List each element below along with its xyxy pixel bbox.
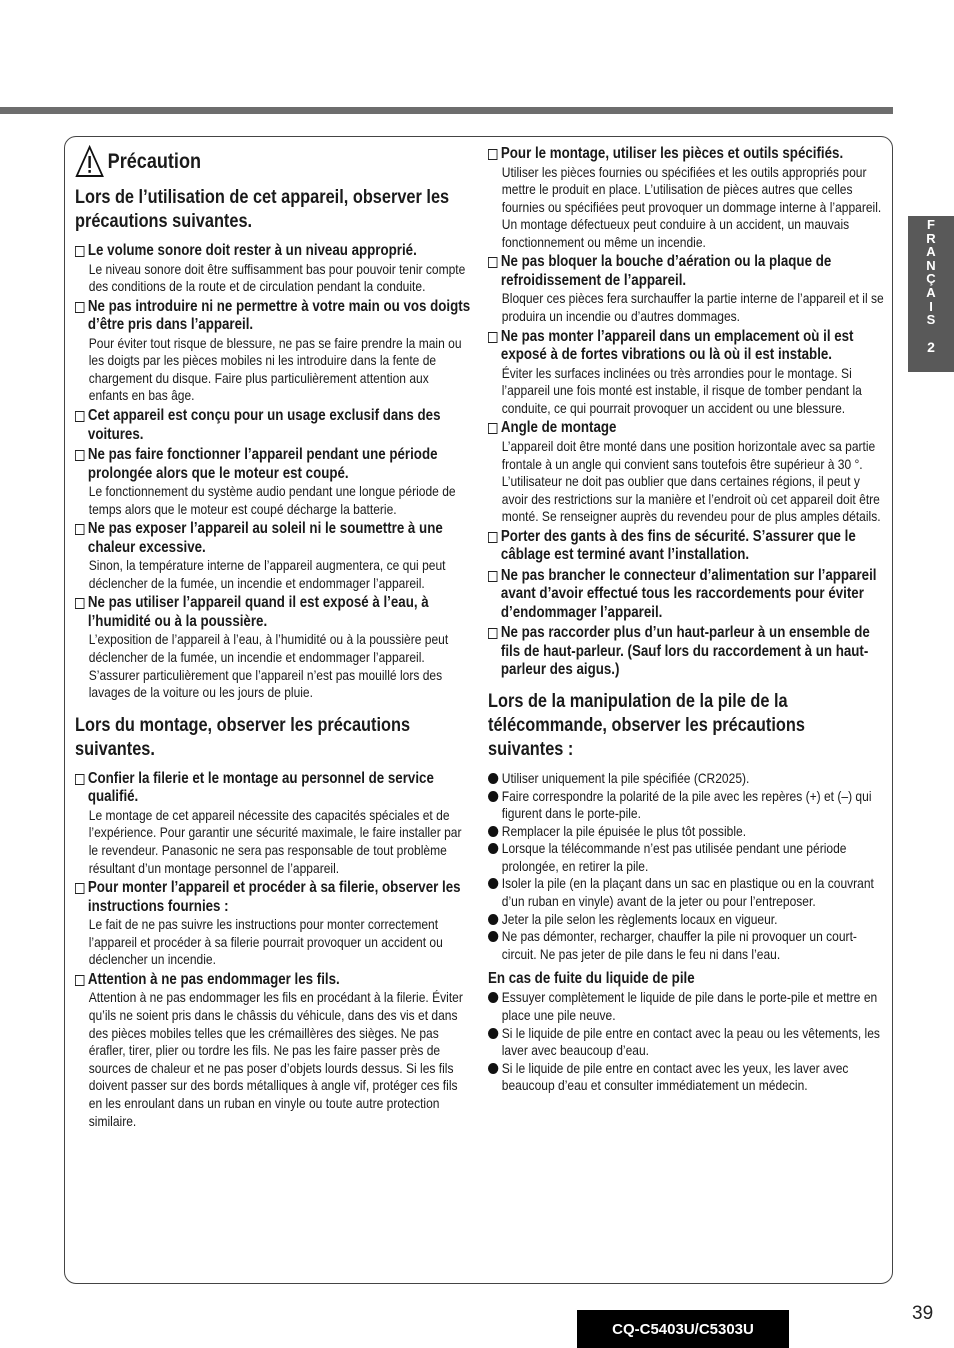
checkbox-square-icon xyxy=(75,883,84,894)
language-tab xyxy=(908,216,954,372)
language-tab-letter: A xyxy=(926,244,936,260)
item-heading xyxy=(75,971,471,990)
mounting-item xyxy=(75,770,471,877)
item-body xyxy=(75,557,471,592)
bullet-text: Ne pas démonter, recharger, chauffer la pile ni provoquer un court-circuit. Ne pas jeter de pile dans le feu ni dans l’eau. xyxy=(501,928,857,962)
item-body xyxy=(75,916,471,969)
checkbox-square-icon xyxy=(488,423,497,434)
checkbox-square-icon xyxy=(75,598,84,609)
language-tab-letter: A xyxy=(926,284,936,300)
item-heading xyxy=(75,446,471,483)
usage-item xyxy=(75,594,471,701)
model-label: CQ-C5403U/C5303U xyxy=(577,1310,789,1348)
item-heading-text: Angle de montage xyxy=(500,419,617,437)
usage-item xyxy=(75,520,471,592)
bullet-item xyxy=(488,770,884,788)
item-body-text: Le fonctionnement du système audio pendant une longue période de temps alors que le moteur est coupé décharge la batterie. xyxy=(88,483,456,517)
item-heading xyxy=(75,520,471,557)
item-heading-text: Porter des gants à des fins de sécurité. S’assurer que le câblage est terminé avant l’installation. xyxy=(500,527,856,564)
language-tab-letter: R xyxy=(926,230,936,246)
bullet-item xyxy=(488,788,884,823)
item-body-text: Pour éviter tout risque de blessure, ne pas se faire prendre la main ou les doigts par les pièces mobiles ni les introduire dans la fente de chargement du disque. Faire plus particulièrement attention aux enfants en bas âge. xyxy=(88,334,462,404)
item-heading-text: Attention à ne pas endommager les fils. xyxy=(87,970,340,988)
item-heading-text: Confier la filerie et le montage au personnel de service qualifié. xyxy=(87,769,434,806)
item-body xyxy=(75,483,471,518)
right-column xyxy=(488,145,884,1095)
checkbox-square-icon xyxy=(75,450,84,461)
mounting-item xyxy=(488,253,884,325)
item-heading xyxy=(75,407,471,444)
checkbox-square-icon xyxy=(75,411,84,422)
bullet-item xyxy=(488,875,884,910)
item-body-text: L’appareil doit être monté dans une position horizontale avec sa partie frontale à un angle qui convient sans toutefois être supérieur à 30 °. xyxy=(501,437,876,472)
usage-item xyxy=(75,242,471,296)
item-body xyxy=(75,631,471,701)
mounting-item xyxy=(75,971,471,1130)
language-tab-letter: S xyxy=(926,312,936,328)
item-heading xyxy=(488,253,884,290)
left-column xyxy=(75,144,471,1132)
bullet-item xyxy=(488,823,884,841)
top-rule xyxy=(0,107,893,114)
bullet-icon xyxy=(488,773,498,784)
item-body xyxy=(75,807,471,877)
item-heading-text: Pour le montage, utiliser les pièces et outils spécifiés. xyxy=(500,145,844,162)
item-heading xyxy=(488,624,884,680)
checkbox-square-icon xyxy=(488,149,497,160)
item-heading xyxy=(488,145,884,164)
item-body xyxy=(488,164,884,252)
mounting-item xyxy=(488,328,884,418)
item-heading-text: Ne pas monter l’appareil dans un emplacement où il est exposé à de fortes vibrations ou là où il est instable. xyxy=(500,327,854,364)
item-body xyxy=(488,365,884,418)
item-heading-text: Ne pas exposer l’appareil au soleil ni le soumettre à une chaleur excessive. xyxy=(87,520,443,556)
leak-list xyxy=(488,989,884,1095)
bullet-text: Jeter la pile selon les règlements locaux en vigueur. xyxy=(501,910,778,927)
page-title xyxy=(75,144,416,180)
item-heading xyxy=(488,328,884,365)
page-number: 39 xyxy=(912,1303,934,1324)
item-body-text: Le montage de cet appareil nécessite des capacités spéciales et de l’expérience. Pour garantir une sécurité maximale, le faire installer par le revendeur. Panasonic ne sera pas responsable de tout problème résultant d’un montage personnel de l’appareil. xyxy=(88,806,462,876)
item-body-text: L’utilisateur ne doit pas oublier que dans certaines régions, il peut y avoir des restrictions sur la manière et l’endroit où cet appareil doit être monté. Se renseigner auprès du revendeu pour de plus amples détails. xyxy=(501,473,881,525)
page-title-text: Précaution xyxy=(107,150,202,173)
bullet-text: Essuyer complètement le liquide de pile dans le porte-pile et mettre en place une pile neuve. xyxy=(501,989,878,1024)
bullet-item xyxy=(488,1025,884,1060)
bullet-icon xyxy=(488,1028,498,1039)
checkbox-square-icon xyxy=(75,774,84,785)
warning-icon xyxy=(75,145,104,179)
language-tab-letter: F xyxy=(927,217,935,232)
bullet-text: Faire correspondre la polarité de la pile avec les repères (+) et (–) qui figurent dans le porte-pile. xyxy=(501,787,872,822)
mounting-item xyxy=(488,528,884,565)
section-title-battery: Lors de la manipulation de la pile de la télécommande, observer les précautions suivantes : xyxy=(488,690,805,760)
item-heading xyxy=(75,879,471,916)
bullet-icon xyxy=(488,878,498,889)
item-heading-text: Ne pas brancher le connecteur d’alimentation sur l’appareil avant d’avoir effectué tous les raccordements pour éviter d’endommager l’appareil. xyxy=(500,566,877,621)
item-heading xyxy=(75,242,471,261)
bullet-item xyxy=(488,1060,884,1095)
item-heading-text: Ne pas utiliser l’appareil quand il est exposé à l’eau, à l’humidité ou à la poussière. xyxy=(87,594,429,630)
checkbox-square-icon xyxy=(75,302,84,313)
bullet-icon xyxy=(488,843,498,854)
bullet-icon xyxy=(488,1063,498,1074)
item-heading xyxy=(75,770,471,807)
item-heading-text: Cet appareil est conçu pour un usage exclusif dans des voitures. xyxy=(87,407,441,443)
checkbox-square-icon xyxy=(488,628,497,639)
bullet-icon xyxy=(488,791,498,802)
leak-title: En cas de fuite du liquide de pile xyxy=(488,970,695,988)
item-body-text: Le niveau sonore doit être suffisamment bas pour pouvoir tenir compte des conditions de la route et de circulation pendant la conduite. xyxy=(88,260,466,295)
mounting-item xyxy=(488,419,884,525)
language-tab-letter: N xyxy=(926,257,936,273)
bullet-item xyxy=(488,928,884,963)
bullet-text: Isoler la pile (en la plaçant dans un sac en plastique ou en la couvrant d’un ruban en vinyle) avant de la jeter ou pour l’entreposer. xyxy=(501,875,874,910)
usage-item xyxy=(75,298,471,405)
bullet-icon xyxy=(488,931,498,942)
item-body xyxy=(75,335,471,405)
item-heading-text: Ne pas raccorder plus d’un haut-parleur à un ensemble de fils de haut-parleur. (Sauf lors du raccordement à un haut-parleur des aigus.) xyxy=(500,624,870,679)
item-body-text: Éviter les surfaces inclinées ou très arrondies pour le montage. Si l’appareil une fois monté est instable, il risque de tomber pendant la conduite, ce qui pourrait provoquer un accident ou une blessure. xyxy=(501,364,862,416)
item-heading-text: Ne pas introduire ni ne permettre à votre main ou vos doigts d’être pris dans l’appareil. xyxy=(87,297,471,334)
item-heading-text: Le volume sonore doit rester à un niveau approprié. xyxy=(87,242,417,259)
item-body-text: Sinon, la température interne de l’appareil augmentera, ce qui peut déclencher de la fumée, un incendie et endommager l’appareil. xyxy=(88,557,446,591)
item-body-text: Bloquer ces pièces fera surchauffer la partie interne de l’appareil et il se produira un incendie ou d’autres dommages. xyxy=(501,290,884,325)
item-body xyxy=(75,261,471,296)
section-title-mounting: Lors du montage, observer les précautions suivantes. xyxy=(75,714,411,760)
item-body-text: Attention à ne pas endommager les fils en procédant à la filerie. Éviter qu’ils ne soient pris dans le châssis du véhicule, dans des vis et dans des pièces mobiles telles que les crémaillères des sièges. Ne pas érafler, tirer, plier ou tordre les fils. Ne pas les faire passer près de sources de chaleur et ne pas poser d’objets lourds dessus. Si les fils doivent passer sur des bords métalliques à angle vif, protéger ces fils en les enroulant dans un ruban en vinyle ou toute autre protection similaire. xyxy=(88,989,463,1129)
bullet-item xyxy=(488,840,884,875)
usage-item xyxy=(75,446,471,518)
item-body xyxy=(488,290,884,325)
checkbox-square-icon xyxy=(75,246,84,257)
item-heading xyxy=(75,594,471,631)
item-heading-text: Ne pas bloquer la bouche d’aération ou la plaque de refroidissement de l’appareil. xyxy=(500,253,832,289)
checkbox-square-icon xyxy=(488,332,497,343)
language-tab-number: 2 xyxy=(927,338,935,355)
checkbox-square-icon xyxy=(75,524,84,535)
item-heading xyxy=(488,419,884,438)
mounting-item xyxy=(488,624,884,680)
bullet-text: Si le liquide de pile entre en contact avec la peau ou les vêtements, les laver avec beaucoup d’eau. xyxy=(501,1024,880,1059)
checkbox-square-icon xyxy=(488,532,497,543)
bullet-text: Utiliser uniquement la pile spécifiée (CR2025). xyxy=(501,769,750,786)
item-heading-text: Pour monter l’appareil et procéder à sa filerie, observer les instructions fournies : xyxy=(87,879,461,915)
mounting-item xyxy=(75,879,471,969)
language-tab-letter: I xyxy=(929,298,933,314)
item-body xyxy=(75,989,471,1130)
item-heading xyxy=(75,298,471,335)
bullet-icon xyxy=(488,826,498,837)
bullet-item xyxy=(488,911,884,929)
section-title-usage: Lors de l’utilisation de cet appareil, observer les précautions suivantes. xyxy=(75,187,450,232)
item-body-text: Le fait de ne pas suivre les instructions pour monter correctement l’appareil et procéder à sa filerie pourrait provoquer un accident ou déclencher un incendie. xyxy=(88,916,443,968)
item-body-text: Utiliser les pièces fournies ou spécifiées et les outils appropriés pour mettre le produit en place. L’utilisation de pièces autres que celles fournies ou spécifiées peut provoquer un dommage interne à l’appareil. Un montage défectueux peut conduire à un accident, un mauvais fonctionnement ou même un incendie. xyxy=(501,163,882,250)
checkbox-square-icon xyxy=(75,975,84,986)
item-body-text: L’exposition de l’appareil à l’eau, à l’humidité ou à la poussière peut déclencher de la fumée, un incendie et endommager l’appareil. S’assurer particulièrement que l’appareil n’est pas mouillé lors des lavages de la voiture ou les jours de pluie. xyxy=(88,631,449,701)
item-body xyxy=(488,438,884,526)
bullet-text: Lorsque la télécommande n’est pas utilisée pendant une période prolongée, en retirer la pile. xyxy=(501,840,847,874)
bullet-text: Si le liquide de pile entre en contact avec les yeux, les laver avec beaucoup d’eau et consulter immédiatement un médecin. xyxy=(501,1059,849,1094)
item-heading xyxy=(488,567,884,623)
bullet-icon xyxy=(488,992,498,1003)
checkbox-square-icon xyxy=(488,571,497,582)
checkbox-square-icon xyxy=(488,257,497,268)
bullet-text: Remplacer la pile épuisée le plus tôt possible. xyxy=(501,822,747,839)
battery-list xyxy=(488,770,884,964)
bullet-item xyxy=(488,989,884,1024)
language-tab-letter: Ç xyxy=(926,271,936,287)
item-heading xyxy=(488,528,884,565)
usage-item xyxy=(75,407,471,444)
bullet-icon xyxy=(488,914,498,925)
mounting-item xyxy=(488,145,884,251)
mounting-item xyxy=(488,567,884,623)
item-heading-text: Ne pas faire fonctionner l’appareil pendant une période prolongée alors que le moteur est coupé. xyxy=(87,446,438,482)
